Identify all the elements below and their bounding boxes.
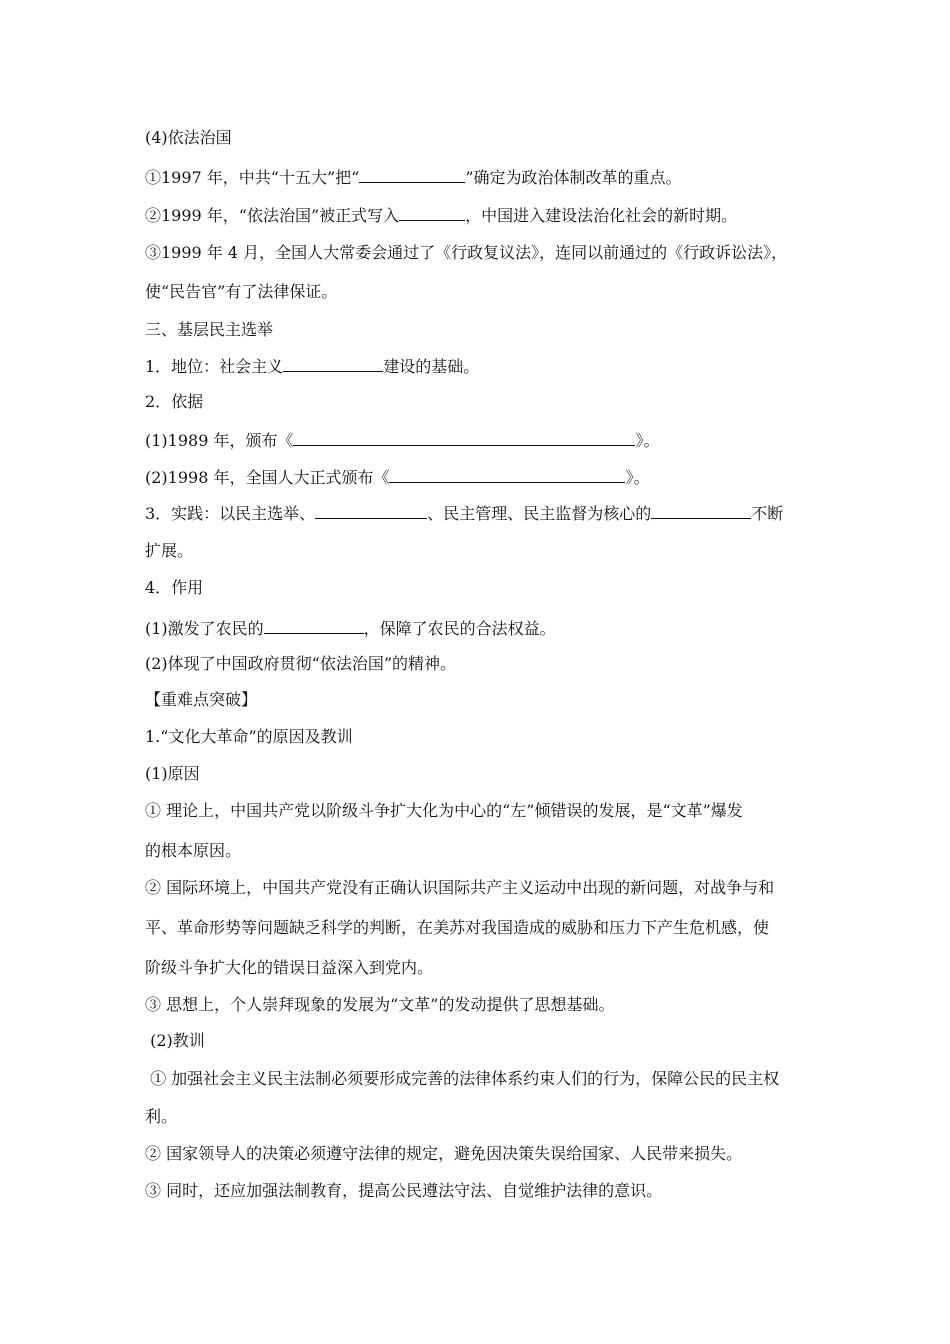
subheading-cultural-revolution: 1.“文化大革命”的原因及教训 <box>145 727 353 746</box>
text-line: (2)体现了中国政府贯彻“依法治国”的精神。 <box>145 654 457 673</box>
text-line: ① 加强社会主义民主法制必须要形成完善的法律体系约束人们的行为，保障公民的民主权 <box>145 1069 780 1088</box>
text-line: ② 国家领导人的决策必须遵守法律的规定，避免因决策失误给国家、人民带来损失。 <box>145 1144 743 1163</box>
text-line: ③1999 年 4 月，全国人大常委会通过了《行政复议法》，连同以前通过的《行政诉讼法》， <box>145 243 788 262</box>
text-line-1997: ①1997 年，中共“十五大”把“ ”确定为政治体制改革的重点。 <box>145 168 682 187</box>
text-line: ② 国际环境上，中国共产党没有正确认识国际共产主义运动中出现的新问题，对战争与和 <box>145 878 775 897</box>
text-line: 的根本原因。 <box>145 841 242 860</box>
fill-blank[interactable] <box>264 617 364 634</box>
text-line: ① 理论上，中国共产党以阶级斗争扩大化为中心的“左”倾错误的发展，是“文革”爆发 <box>145 801 743 820</box>
subheading-lessons: (2)教训 <box>145 1031 205 1050</box>
fill-blank[interactable] <box>399 204 465 221</box>
heading-rule-of-law: (4)依法治国 <box>145 128 232 147</box>
text-line-practice: 3．实践：以民主选举、 、民主管理、民主监督为核心的 不断 <box>145 504 784 523</box>
text-line-1998: (2)1998 年，全国人大正式颁布《 》。 <box>145 468 650 487</box>
text-line: 扩展。 <box>145 541 194 560</box>
text-line: 平、革命形势等问题缺乏科学的判断，在美苏对我国造成的威胁和压力下产生危机感，使 <box>145 918 770 937</box>
text-line: ③ 思想上，个人崇拜现象的发展为“文革”的发动提供了思想基础。 <box>145 995 615 1014</box>
text-line-1999: ②1999 年，“依法治国”被正式写入 ，中国进入建设法治化社会的新时期。 <box>145 206 738 225</box>
subheading-causes: (1)原因 <box>145 764 200 783</box>
text-line: 阶级斗争扩大化的错误日益深入到党内。 <box>145 958 434 977</box>
fill-blank[interactable] <box>315 502 427 519</box>
subheading-basis: 2．依据 <box>145 392 204 411</box>
text-line-position: 1．地位：社会主义 建设的基础。 <box>145 357 480 376</box>
text-line: 利。 <box>145 1107 178 1126</box>
text-line-1989: (1)1989 年，颁布《 》。 <box>145 431 660 450</box>
fill-blank[interactable] <box>293 429 635 446</box>
section-heading: 三、基层民主选举 <box>145 320 274 339</box>
subheading-effect: 4．作用 <box>145 578 204 597</box>
fill-blank[interactable] <box>389 466 625 483</box>
text-line: ③ 同时，还应加强法制教育，提高公民遵法守法、自觉维护法律的意识。 <box>145 1181 663 1200</box>
fill-blank[interactable] <box>651 502 751 519</box>
fill-blank[interactable] <box>359 166 465 183</box>
fill-blank[interactable] <box>283 355 383 372</box>
section-heading-key-points: 【重难点突破】 <box>145 690 258 709</box>
text-line-farmers: (1)激发了农民的 ，保障了农民的合法权益。 <box>145 619 556 638</box>
text-line: 使“民告官”有了法律保证。 <box>145 282 338 301</box>
